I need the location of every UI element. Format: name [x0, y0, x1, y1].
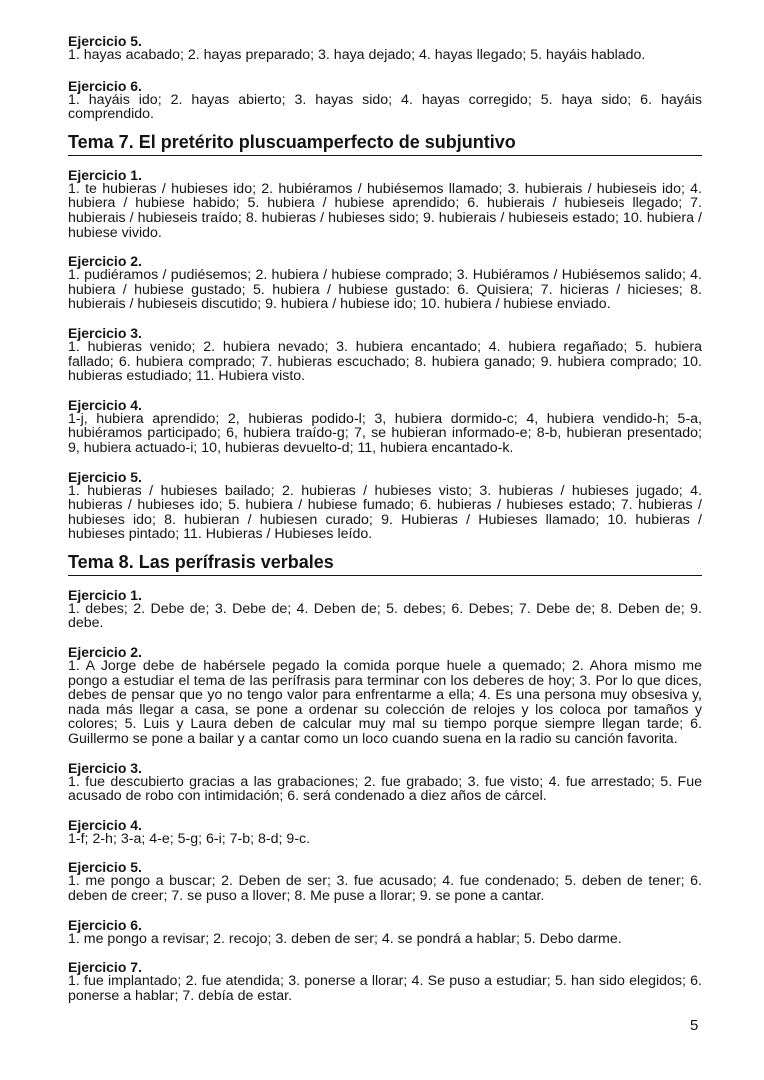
exercise-block — [68, 645, 702, 747]
exercise-title: Ejercicio 2. — [68, 253, 142, 270]
section-heading: Tema 8. Las perífrasis verbales — [68, 552, 702, 576]
exercise-block — [68, 398, 702, 456]
exercise-answers: 1. debes; 2. Debe de; 3. Debe de; 4. Deben de; 5. debes; 6. Debes; 7. Debe de; 8. Deben de; 9. debe. — [68, 600, 702, 632]
exercise-title: Ejercicio 1. — [68, 166, 142, 183]
exercise-block — [68, 588, 702, 631]
exercise-block — [68, 326, 702, 384]
exercise-title: Ejercicio 5. — [68, 33, 142, 49]
exercise-answers: 1. hubieras venido; 2. hubiera nevado; 3. hubiera encantado; 4. hubiera regañado; 5. hubiera fallado; 6. hubiera comprado; 7. hubieras escuchado; 8. hubiera ganado; 9. hubiera comprado; 10. hubieras estudiado; 11. Hubiera visto. — [68, 338, 702, 385]
exercise-answers: 1. fue implantado; 2. fue atendida; 3. ponerse a llorar; 4. Se puso a estudiar; 5. han sido elegidos; 6. ponerse a hablar; 7. debía de estar. — [68, 973, 702, 1004]
exercise-block — [68, 860, 702, 903]
exercise-title: Ejercicio 4. — [68, 816, 142, 833]
exercise-answers: 1. hayáis ido; 2. hayas abierto; 3. hayas sido; 4. hayas corregido; 5. haya sido; 6. hayáis comprendido. — [68, 91, 702, 123]
exercise-title: Ejercicio 6. — [68, 77, 142, 94]
exercise-answers: 1. fue descubierto gracias a las grabaciones; 2. fue grabado; 3. fue visto; 4. fue arrestado; 5. Fue acusado de robo con intimidación; 6. será condenado a diez años de cárcel. — [68, 773, 702, 805]
document-page — [68, 34, 702, 1003]
exercise-title: Ejercicio 5. — [68, 859, 142, 876]
exercise-block — [68, 168, 702, 240]
exercise-block — [68, 470, 702, 542]
exercise-block — [68, 960, 702, 1003]
exercise-title: Ejercicio 5. — [68, 468, 142, 485]
exercise-title: Ejercicio 6. — [68, 916, 142, 933]
exercise-answers: 1. hayas acabado; 2. hayas preparado; 3. haya dejado; 4. hayas llegado; 5. hayáis hablado. — [68, 47, 646, 63]
exercise-title: Ejercicio 7. — [68, 959, 142, 976]
section-heading: Tema 7. El pretérito pluscuamperfecto de subjuntivo — [68, 132, 702, 156]
exercise-answers: 1. hubieras / hubieses bailado; 2. hubieras / hubieses visto; 3. hubieras / hubieses jugado; 4. hubieras / hubieses ido; 5. hubiera / hubiese fumado; 6. hubieras / hubieses estado; 7. hubieras / hubieses ido; 8. hubieran / hubiesen curado; 9. Hubieras / Hubieses llamado; 10. hubieras / hubieses pintado; 11. Hubieras / Hubieses leído. — [68, 482, 702, 543]
exercise-title: Ejercicio 2. — [68, 644, 142, 661]
exercise-block — [68, 79, 702, 122]
exercise-block — [68, 254, 702, 312]
exercise-answers: 1-j, hubiera aprendido; 2, hubieras podido-l; 3, hubiera dormido-c; 4, hubiera vendido-h; 5-a, hubiéramos participado; 6, hubiera traído-g; 7, se hubieran informado-e; 8-b, hubieran presentado; 9, hubiera actuado-i; 10, hubieras devuelto-d; 11, hubiera encantado-k. — [68, 410, 702, 456]
exercise-answers: 1. me pongo a revisar; 2. recojo; 3. deben de ser; 4. se pondrá a hablar; 5. Debo darme. — [68, 930, 622, 947]
exercise-title: Ejercicio 3. — [68, 759, 142, 776]
exercise-block — [68, 918, 702, 947]
exercise-title: Ejercicio 1. — [68, 586, 142, 603]
exercise-answers: 1. te hubieras / hubieses ido; 2. hubiéramos / hubiésemos llamado; 3. hubierais / hubieseis ido; 4. hubiera / hubiese habido; 5. hubiera / hubiese aprendido; 6. hubierais / hubieseis llegado; 7. hubierais / hubieseis traído; 8. hubieras / hubieses sido; 9. hubierais / hubieseis estado; 10. hubiera / hubiese vivido. — [68, 180, 702, 241]
exercise-block — [68, 34, 702, 63]
exercise-block — [68, 818, 702, 847]
exercise-answers: 1. pudiéramos / pudiésemos; 2. hubiera / hubiese comprado; 3. Hubiéramos / Hubiésemos salido; 4. hubiera / hubiese gustado; 5. hubiera / hubiese gustado: 6. Quisiera; 7. hicieras / hicieses; 8. hubierais / hubieseis discutido; 9. hubiera / hubiese ido; 10. hubiera / hubiese enviado. — [68, 267, 702, 313]
page-number: 5 — [690, 1017, 699, 1034]
exercise-answers: 1-f; 2-h; 3-a; 4-e; 5-g; 6-i; 7-b; 8-d; 9-c. — [68, 830, 311, 847]
exercise-answers: 1. me pongo a buscar; 2. Deben de ser; 3. fue acusado; 4. fue condenado; 5. deben de tener; 6. deben de creer; 7. se puso a llover; 8. Me puse a llorar; 9. se pone a cantar. — [68, 873, 702, 904]
exercise-title: Ejercicio 3. — [68, 324, 142, 341]
exercise-title: Ejercicio 4. — [68, 396, 142, 413]
exercise-answers: 1. A Jorge debe de habérsele pegado la comida porque huele a quemado; 2. Ahora mismo me pongo a estudiar el tema de las perífrasis para terminar con los deberes de hoy; 3. Por lo que dices, debes de pensar que yo no tengo valor para enfrentarme a ella; 4. Es una persona muy obsesiva y, nada más llegar a casa, se pone a ordenar su colección de relojes y los coloca por tamaños y colores; 5. Luis y Laura deben de calcular muy mal su tiempo porque siempre llegan tarde; 6. Guillermo se pone a bailar y a cantar como un loco cuando suena en la radio su canción favorita. — [68, 658, 702, 748]
exercise-block — [68, 761, 702, 804]
